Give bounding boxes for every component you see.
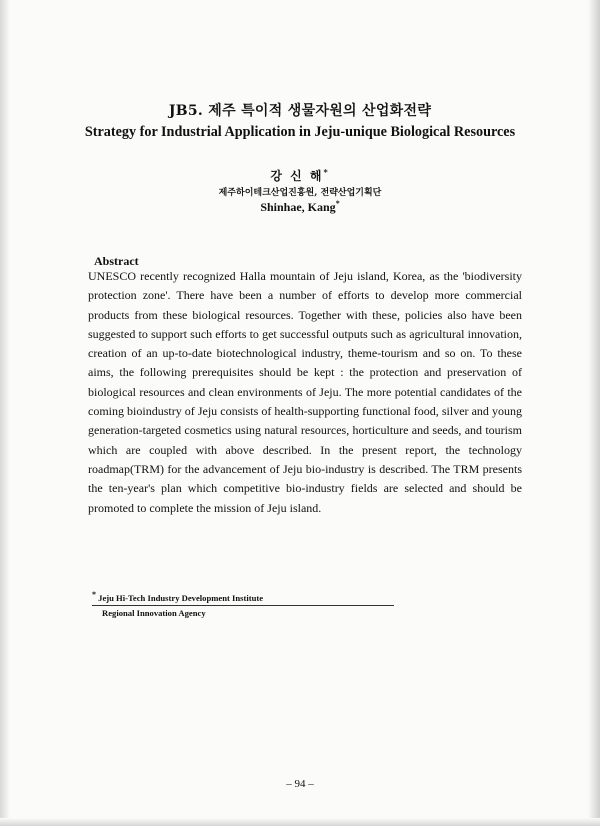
footnote bbox=[92, 590, 394, 618]
english-author bbox=[0, 200, 600, 215]
page-number: – 94 – bbox=[286, 778, 314, 790]
footnote-institute-text: Jeju Hi-Tech Industry Development Institute bbox=[98, 593, 264, 603]
korean-affiliation: 제주하이테크산업진흥원, 전략산업기획단 bbox=[218, 188, 382, 198]
footnote-marker: * bbox=[92, 590, 96, 600]
scan-shadow-bottom bbox=[0, 818, 600, 826]
korean-title: JB5. 제주 특이적 생물자원의 산업화전략 bbox=[168, 103, 432, 119]
english-author-name: Shinhae, Kang bbox=[260, 200, 336, 214]
korean-author bbox=[0, 167, 600, 184]
footnote-agency: Regional Innovation Agency bbox=[102, 608, 206, 618]
abstract-body: UNESCO recently recognized Halla mountain of Jeju island, Korea, as the 'biodiversity protection zone'. There have been a number of efforts to develop more commercial products from these biological resources. Together with these, policies also have been suggested to support such efforts to get successful outputs such as agricultural innovation, creation of an up-to-date biotechnological industry, theme-tourism and so on. To these aims, the following prerequisites should be kept : the protection and preservation of biological resources and clean environments of Jeju. The more potential candidates of the coming bioindustry of Jeju consists of health-supporting functional food, silver and young generation-targeted cosmetics using natural resources, horticulture and seeds, and tourism which are coupled with above described. In the present report, the technology roadmap(TRM) for the advancement of Jeju bio-industry is described. The TRM presents the ten-year's plan which competitive bio-industry fields are selected and should be promoted to complete the mission of Jeju island. bbox=[88, 269, 522, 515]
abstract-heading: Abstract bbox=[94, 254, 139, 268]
korean-author-name: 강 신 해 bbox=[270, 169, 324, 183]
footnote-institute bbox=[92, 590, 394, 606]
english-title: Strategy for Industrial Application in Jeju-unique Biological Resources bbox=[84, 124, 516, 140]
author-marker: * bbox=[323, 167, 330, 177]
english-author-marker: * bbox=[335, 199, 340, 208]
